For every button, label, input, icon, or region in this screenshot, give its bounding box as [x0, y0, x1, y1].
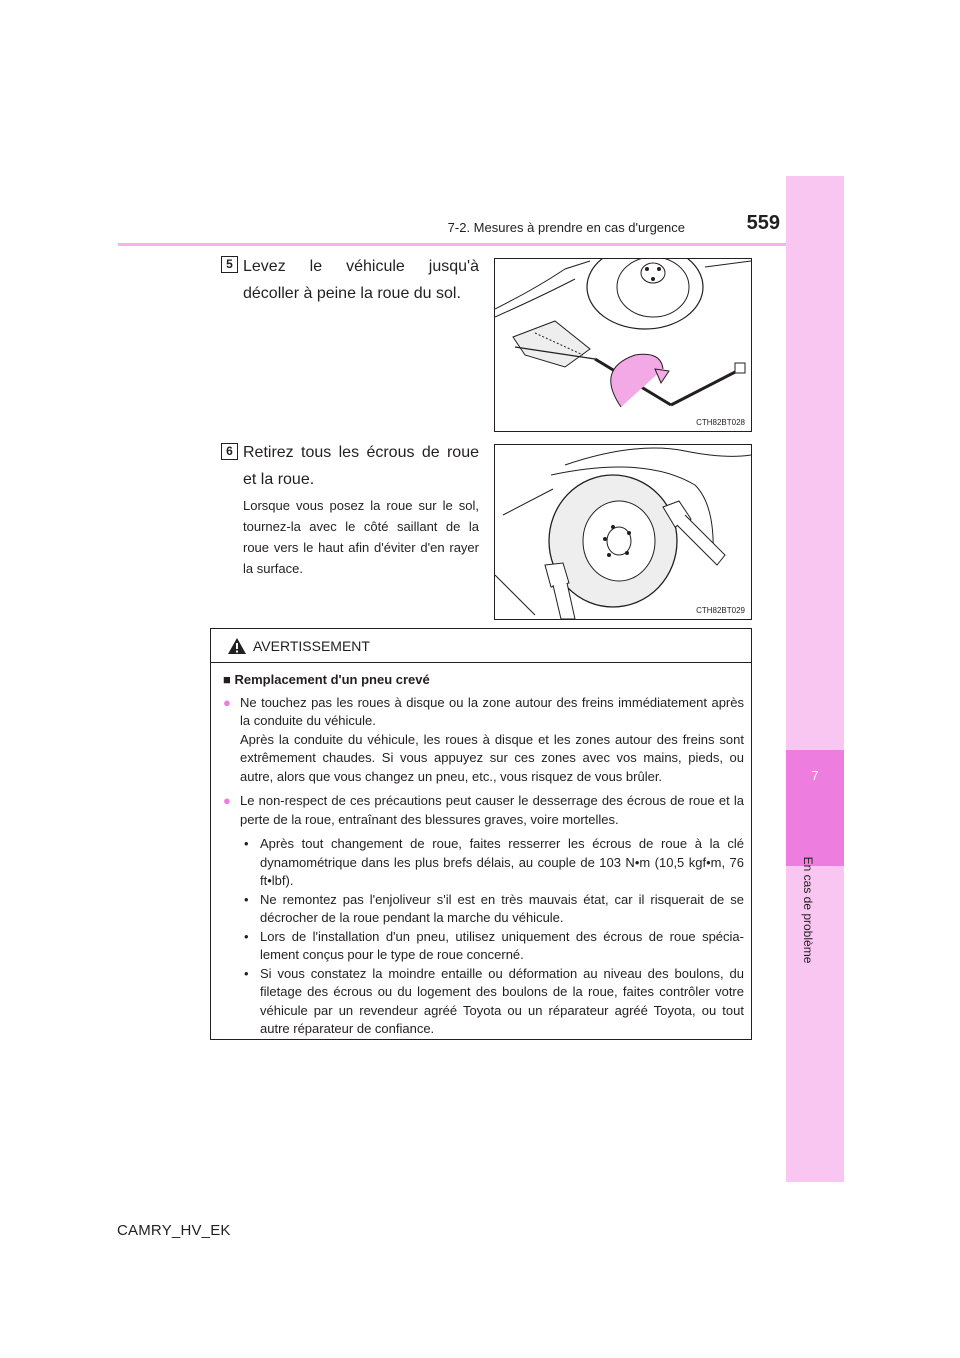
footer-model-code: CAMRY_HV_EK: [117, 1222, 231, 1239]
square-bullet-icon: ■: [223, 672, 231, 687]
jack-lifting-illustration: [494, 258, 752, 432]
dot-bullet-icon: •: [244, 891, 249, 907]
warning-subheading: [223, 671, 744, 690]
warning-sub-list: [240, 835, 744, 1039]
warning-body: [223, 671, 744, 1039]
wheel-removal-illustration: [494, 444, 752, 620]
page-number: 559: [746, 212, 780, 234]
dot-bullet-icon: •: [244, 965, 249, 981]
section-title: 7-2. Mesures à prendre en cas d'urgence: [447, 220, 685, 235]
list-item: [240, 835, 744, 891]
warning-bullet-1-line-2: Après la conduite du véhicule, les roues à disque et les zones autour des freins sont extrêmement chaudes. Si vous appuyez sur ces zones avec vos mains, pieds, ou autre, alors que vous changez un pneu, etc., vous risquez de vous brûler.: [240, 731, 744, 784]
warning-header: [211, 629, 751, 663]
wheel-removal-drawing: [495, 445, 751, 619]
dot-bullet-icon: •: [244, 836, 249, 851]
warning-triangle-icon: [227, 637, 247, 655]
round-bullet-icon: ●: [223, 694, 231, 710]
step-5-badge: 5: [221, 256, 238, 273]
warning-bullet-2-line-1: Le non-respect de ces précautions peut causer le desserrage des écrous de roue et la perte de la roue, entraînant des blessures graves, voire mortelles.: [240, 793, 744, 827]
step-5-text: Levez le véhicule jusqu'à décoller à peine la roue du sol.: [243, 258, 479, 302]
header-rule: [118, 243, 786, 246]
sub-item-text: Si vous constatez la moindre entaille ou déformation au niveau des boulons, du filetage des écrous ou du logement des boulons de la roue, faites contrôler votre véhicule par un revendeur agréé Toyota ou un réparateur agréé Toyota, ou tout autre réparateur de confiance.: [260, 965, 744, 1036]
figure-code-1: CTH82BT028: [696, 418, 745, 427]
step-6-badge: 6: [221, 443, 238, 460]
jack-lifting-drawing: [495, 259, 751, 431]
warning-subheading-text: Remplacement d'un pneu crevé: [234, 672, 430, 687]
sub-item-text: Lors de l'installation d'un pneu, utilisez uniquement des écrous de roue spécia-lement conçus pour le type de roue concerné.: [260, 928, 744, 962]
warning-bullet-2: [223, 792, 744, 829]
list-item: [240, 965, 744, 1039]
step-6-text: Retirez tous les écrous de roue et la roue.: [243, 444, 479, 488]
warning-bullet-1: [223, 694, 744, 787]
dot-bullet-icon: •: [244, 928, 249, 944]
warning-title: AVERTISSEMENT: [253, 638, 370, 654]
figure-code-2: CTH82BT029: [696, 606, 745, 615]
warning-bullet-1-line-1: Ne touchez pas les roues à disque ou la zone autour des freins immédiatement après la conduite du véhicule.: [240, 694, 744, 728]
list-item: [240, 891, 744, 928]
sub-item-text: Ne remontez pas l'enjoliveur s'il est en très mauvais état, car il risquerait de se décrocher de la roue pendant la marche du véhicule.: [260, 891, 744, 925]
chapter-title: En cas de problème: [801, 856, 815, 964]
step-6-note: Lorsque vous posez la roue sur le sol, tournez-la avec le côté saillant de la roue vers le haut afin d'éviter d'en rayer la surface.: [243, 498, 479, 576]
warning-box: [210, 628, 752, 1040]
sub-item-text: Après tout changement de roue, faites resserrer les écrous de roue à la clé dynamométrique dans les plus brefs délais, au couple de 103 N•m (10,5 kgf•m, 76 ft•lbf).: [260, 836, 744, 888]
list-item: [240, 928, 744, 965]
round-bullet-icon: ●: [223, 793, 231, 808]
chapter-side-tab: [786, 176, 844, 1182]
chapter-number: 7: [811, 768, 819, 783]
